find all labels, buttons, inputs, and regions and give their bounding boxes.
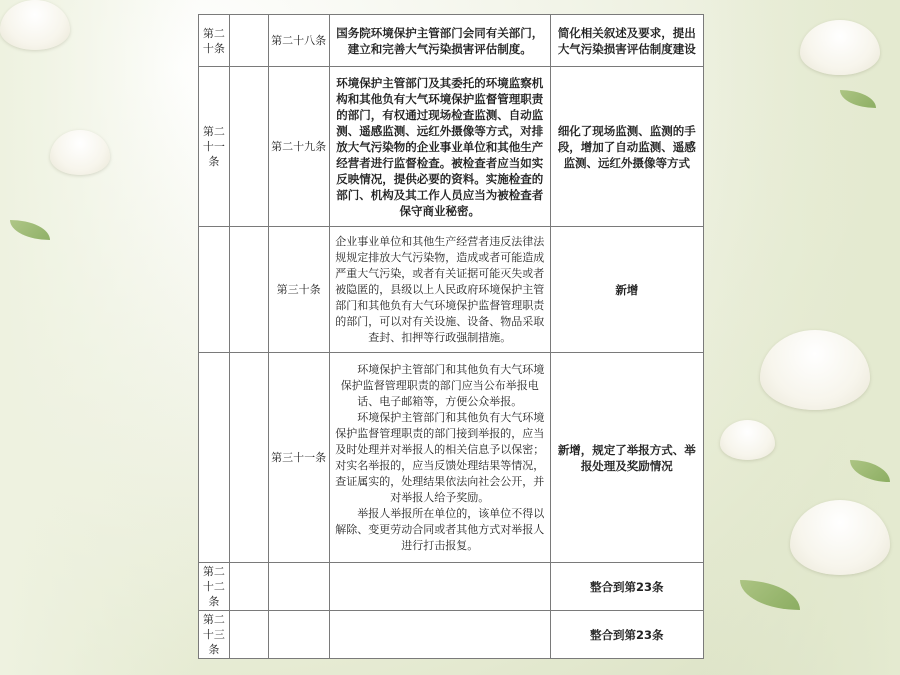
empty-cell bbox=[229, 353, 268, 563]
old-article-cell: 第二十三条 bbox=[199, 611, 230, 659]
comparison-table bbox=[198, 14, 704, 659]
table-row bbox=[199, 611, 704, 659]
table-row bbox=[199, 67, 704, 227]
content-paragraph: 环境保护主管部门和其他负有大气环境保护监督管理职责的部门应当公布举报电话、电子邮箱等，方便公众举报。 bbox=[340, 362, 545, 408]
lily-flower-left bbox=[50, 130, 110, 175]
old-article-cell: 第二十二条 bbox=[199, 563, 230, 611]
note-cell: 整合到第23条 bbox=[550, 611, 703, 659]
new-article-cell bbox=[268, 563, 329, 611]
content-cell bbox=[329, 611, 550, 659]
table-row bbox=[199, 15, 704, 67]
new-article-cell: 第二十八条 bbox=[268, 15, 329, 67]
table-row bbox=[199, 353, 704, 563]
content-paragraph: 举报人举报所在单位的，该单位不得以解除、变更劳动合同或者其他方式对举报人进行打击报复。 bbox=[335, 506, 545, 552]
lily-flower-right-small bbox=[720, 420, 775, 460]
note-cell: 细化了现场监测、监测的手段，增加了自动监测、遥感监测、远红外摄像等方式 bbox=[550, 67, 703, 227]
table-row bbox=[199, 227, 704, 353]
empty-cell bbox=[229, 611, 268, 659]
old-article-cell bbox=[199, 227, 230, 353]
empty-cell bbox=[229, 15, 268, 67]
empty-cell bbox=[229, 563, 268, 611]
content-cell bbox=[329, 353, 550, 563]
new-article-cell bbox=[268, 611, 329, 659]
old-article-cell bbox=[199, 353, 230, 563]
content-cell: 国务院环境保护主管部门会同有关部门，建立和完善大气污染损害评估制度。 bbox=[329, 15, 550, 67]
note-cell: 新增，规定了举报方式、举报处理及奖励情况 bbox=[550, 353, 703, 563]
note-cell: 新增 bbox=[550, 227, 703, 353]
content-paragraph: 环境保护主管部门和其他负有大气环境保护监督管理职责的部门接到举报的，应当及时处理并对举报人的相关信息予以保密；对实名举报的，应当反馈处理结果等情况，查证属实的，处理结果依法向社会公开，并对举报人给予奖励。 bbox=[335, 410, 545, 504]
old-article-cell: 第二十条 bbox=[199, 15, 230, 67]
content-cell: 企业事业单位和其他生产经营者违反法律法规规定排放大气污染物，造成或者可能造成严重大气污染，或者有关证据可能灭失或者被隐匿的，县级以上人民政府环境保护主管部门和其他负有大气环境保护监督管理职责的部门，可以对有关设施、设备、物品采取查封、扣押等行政强制措施。 bbox=[329, 227, 550, 353]
old-article-cell: 第二十一条 bbox=[199, 67, 230, 227]
new-article-cell: 第二十九条 bbox=[268, 67, 329, 227]
empty-cell bbox=[229, 67, 268, 227]
table-row bbox=[199, 563, 704, 611]
background-left-gradient bbox=[0, 0, 200, 675]
new-article-cell: 第三十一条 bbox=[268, 353, 329, 563]
new-article-cell: 第三十条 bbox=[268, 227, 329, 353]
note-cell: 整合到第23条 bbox=[550, 563, 703, 611]
content-cell: 环境保护主管部门及其委托的环境监察机构和其他负有大气环境保护监督管理职责的部门，有权通过现场检查监测、自动监测、遥感监测、远红外摄像等方式，对排放大气污染物的企业事业单位和其他生产经营者进行监督检查。被检查者应当如实反映情况，提供必要的资料。实施检查的部门、机构及其工作人员应当为被检查者保守商业秘密。 bbox=[329, 67, 550, 227]
content-cell bbox=[329, 563, 550, 611]
note-cell: 简化相关叙述及要求，提出大气污染损害评估制度建设 bbox=[550, 15, 703, 67]
empty-cell bbox=[229, 227, 268, 353]
